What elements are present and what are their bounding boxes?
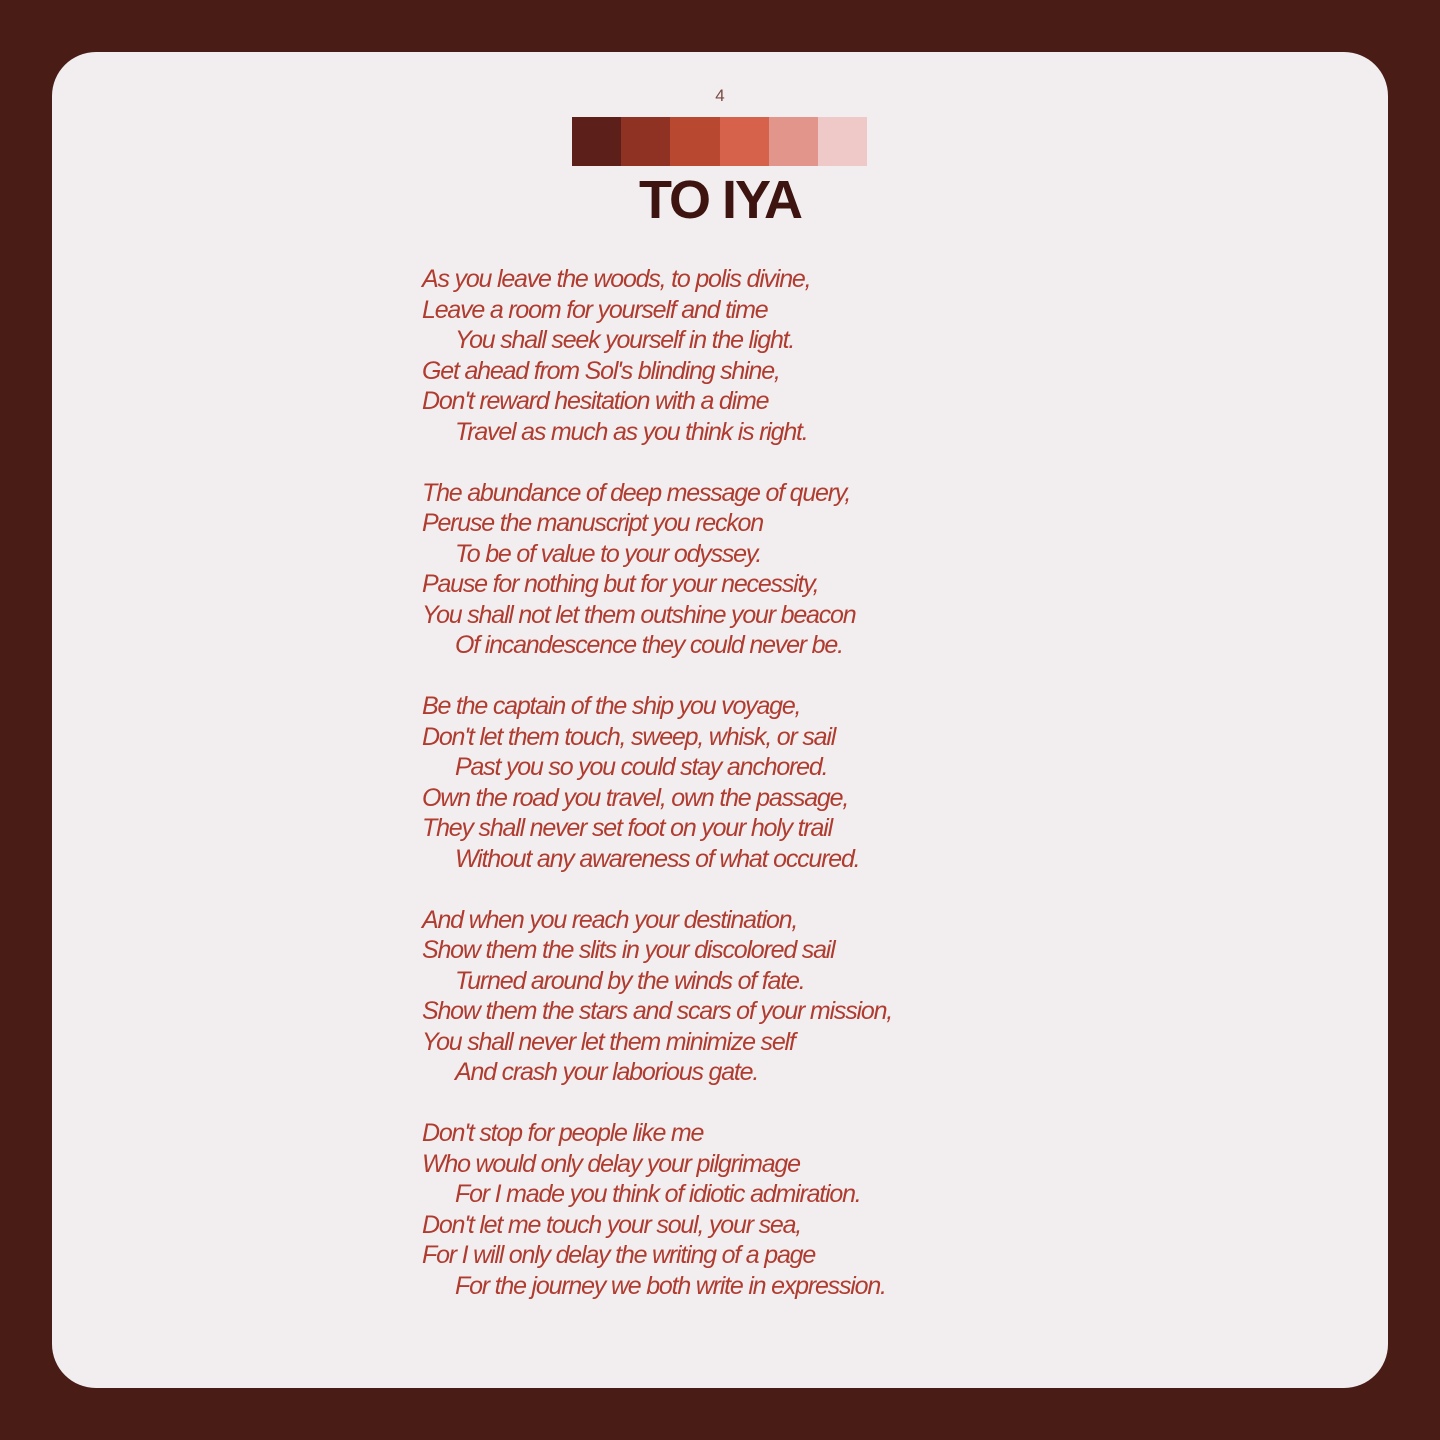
- poem-line: They shall never set foot on your holy trail: [422, 814, 832, 842]
- page-number: 4: [715, 86, 725, 105]
- poem-line: Leave a room for yourself and time: [422, 295, 768, 324]
- stanza-5: [422, 1118, 1062, 1301]
- poem-line: Don't stop for people like me: [422, 1119, 704, 1147]
- poem-line: Don't let me touch your soul, your sea,: [422, 1210, 802, 1239]
- poem-line: Get ahead from Sol's blinding shine,: [422, 356, 780, 385]
- poem-line: Travel as much as you think is right.: [455, 417, 808, 446]
- poem-line: Of incandescence they could never be.: [455, 631, 843, 659]
- poem-line: You shall never let them minimize self: [422, 1027, 795, 1056]
- poem-line: Show them the stars and scars of your mission,: [422, 997, 893, 1025]
- poem-line: And when you reach your destination,: [422, 905, 798, 934]
- poem-line: Don't let them touch, sweep, whisk, or sail: [422, 722, 836, 751]
- palette-swatch-3: [670, 117, 719, 166]
- poem-title: TO IYA: [638, 170, 802, 230]
- palette-swatch-5: [769, 117, 818, 166]
- poem-line: The abundance of deep message of query,: [422, 478, 851, 507]
- poem-line: Own the road you travel, own the passage,: [422, 783, 849, 812]
- poem-line: For I will only delay the writing of a page: [422, 1241, 816, 1269]
- palette-swatch-1: [572, 117, 621, 166]
- poem-line: Peruse the manuscript you reckon: [422, 509, 763, 537]
- poem-line: Turned around by the winds of fate.: [455, 966, 805, 995]
- poem-line: Don't reward hesitation with a dime: [422, 387, 769, 415]
- poem-line: And crash your laborious gate.: [455, 1058, 759, 1086]
- stanza-3: [422, 691, 1062, 874]
- color-palette-strip: [572, 117, 867, 166]
- stanza-2: [422, 478, 1062, 661]
- poem-body: [422, 264, 1062, 1332]
- poem-line: Who would only delay your pilgrimage: [422, 1149, 800, 1178]
- poem-line: You shall seek yourself in the light.: [455, 326, 795, 354]
- poem-line: Pause for nothing but for your necessity,: [422, 570, 819, 598]
- poem-line: To be of value to your odyssey.: [455, 539, 762, 568]
- poem-line: You shall not let them outshine your beacon: [422, 600, 856, 629]
- poem-line: Past you so you could stay anchored.: [455, 753, 828, 781]
- palette-swatch-6: [818, 117, 867, 166]
- palette-swatch-4: [720, 117, 769, 166]
- poem-line: Without any awareness of what occured.: [455, 844, 860, 873]
- poem-line: For the journey we both write in expression.: [455, 1271, 886, 1300]
- poem-line: Be the captain of the ship you voyage,: [422, 692, 801, 720]
- palette-swatch-2: [621, 117, 670, 166]
- poem-line: For I made you think of idiotic admiration.: [455, 1180, 861, 1208]
- poem-line: As you leave the woods, to polis divine,: [422, 265, 811, 293]
- poem-line: Show them the slits in your discolored sail: [422, 936, 835, 964]
- stanza-1: [422, 264, 1062, 447]
- stanza-4: [422, 905, 1062, 1088]
